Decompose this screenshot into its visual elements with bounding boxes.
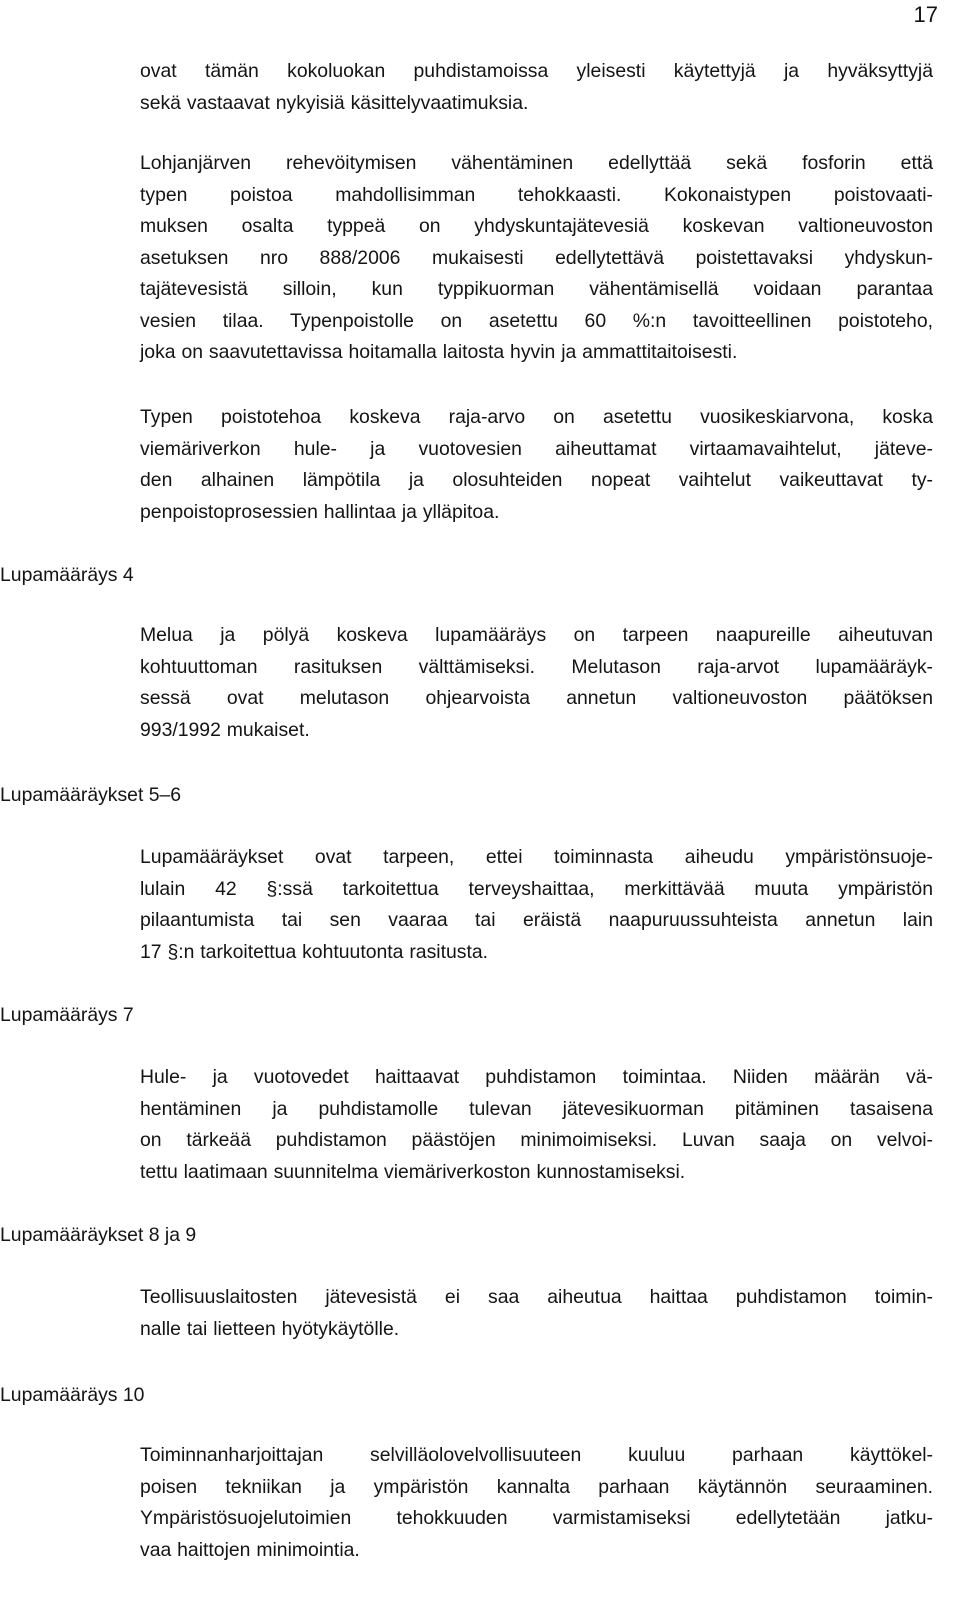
text-line: penpoistoprosessien hallintaa ja ylläpitoa. — [140, 500, 500, 523]
page-number: 17 — [913, 2, 938, 27]
paragraph — [140, 1440, 933, 1566]
text-line: joka on saavutettavissa hoitamalla laitosta hyvin ja ammattitaitoisesti. — [140, 341, 738, 363]
text-line: 993/1992 mukaiset. — [140, 718, 310, 741]
paragraph — [140, 1062, 933, 1188]
text-line: Melua ja pölyä koskeva lupamääräys on tarpeen naapureille aiheutuvan — [140, 624, 933, 646]
paragraph — [140, 842, 933, 968]
text-line: sekä vastaavat nykyisiä käsittelyvaatimuksia. — [140, 91, 529, 114]
paragraph — [140, 402, 933, 528]
section-heading: Lupamääräykset 5–6 — [0, 784, 182, 806]
paragraph — [140, 56, 933, 119]
text-line: pilaantumista tai sen vaaraa tai eräistä naapuruussuhteista annetun lain — [140, 909, 933, 931]
text-line: typen poistoa mahdollisimman tehokkaasti. Kokonaistypen poistovaati- — [140, 183, 933, 206]
paragraph — [140, 148, 933, 369]
section-heading: Lupamääräys 4 — [0, 564, 134, 586]
text-line: ovat tämän kokoluokan puhdistamoissa yleisesti käytettyjä ja hyväksyttyjä — [140, 60, 933, 82]
text-line: tajätevesistä silloin, kun typpikuorman vähentämisellä voidaan parantaa — [140, 278, 933, 300]
text-line: on tärkeää puhdistamon päästöjen minimoimiseksi. Luvan saaja on velvoi- — [140, 1129, 933, 1151]
text-line: nalle tai lietteen hyötykäytölle. — [140, 1317, 400, 1340]
text-line: Typen poistotehoa koskeva raja-arvo on asetettu vuosikeskiarvona, koska — [140, 406, 933, 428]
text-line: Ympäristösuojelutoimien tehokkuuden varmistamiseksi edellytetään jatku- — [140, 1507, 933, 1529]
text-line: poisen tekniikan ja ympäristön kannalta parhaan käytännön seuraaminen. — [140, 1475, 933, 1498]
section-heading: Lupamääräys 10 — [0, 1384, 145, 1406]
paragraph — [140, 1282, 933, 1345]
text-line: Toiminnanharjoittajan selvilläolovelvollisuuteen kuuluu parhaan käyttökel- — [140, 1444, 933, 1466]
text-line: vesien tilaa. Typenpoistolle on asetettu 60 %:n tavoitteellinen poistoteho, — [140, 309, 933, 332]
text-line: Teollisuuslaitosten jätevesistä ei saa aiheutua haittaa puhdistamon toimin- — [140, 1286, 933, 1308]
text-line: kohtuuttoman rasituksen välttämiseksi. Melutason raja-arvot lupamääräyk- — [140, 655, 933, 678]
text-line: viemäriverkon hule- ja vuotovesien aiheuttamat virtaamavaihtelut, jäteve- — [140, 437, 933, 460]
section-heading: Lupamääräys 7 — [0, 1004, 134, 1026]
text-line: asetuksen nro 888/2006 mukaisesti edellytettävä poistettavaksi yhdyskun- — [140, 246, 933, 269]
text-line: den alhainen lämpötila ja olosuhteiden nopeat vaihtelut vaikeuttavat ty- — [140, 469, 933, 491]
text-line: 17 §:n tarkoitettua kohtuutonta rasitusta. — [140, 940, 489, 963]
text-line: sessä ovat melutason ohjearvoista annetun valtioneuvoston päätöksen — [140, 687, 933, 709]
paragraph — [140, 620, 933, 746]
section-heading: Lupamääräykset 8 ja 9 — [0, 1224, 197, 1246]
text-line: lulain 42 §:ssä tarkoitettua terveyshaittaa, merkittävää muuta ympäristön — [140, 877, 933, 900]
text-line: Lupamääräykset ovat tarpeen, ettei toiminnasta aiheudu ympäristönsuoje- — [140, 846, 933, 868]
text-line: vaa haittojen minimointia. — [140, 1538, 360, 1561]
text-line: muksen osalta typpeä on yhdyskuntajätevesiä koskevan valtioneuvoston — [140, 215, 933, 237]
text-line: tettu laatimaan suunnitelma viemäriverkoston kunnostamiseksi. — [140, 1160, 686, 1183]
text-line: Hule- ja vuotovedet haittaavat puhdistamon toimintaa. Niiden määrän vä- — [140, 1066, 933, 1088]
text-line: Lohjanjärven rehevöitymisen vähentäminen edellyttää sekä fosforin että — [140, 152, 933, 174]
text-line: hentäminen ja puhdistamolle tulevan jätevesikuorman pitäminen tasaisena — [140, 1097, 933, 1120]
